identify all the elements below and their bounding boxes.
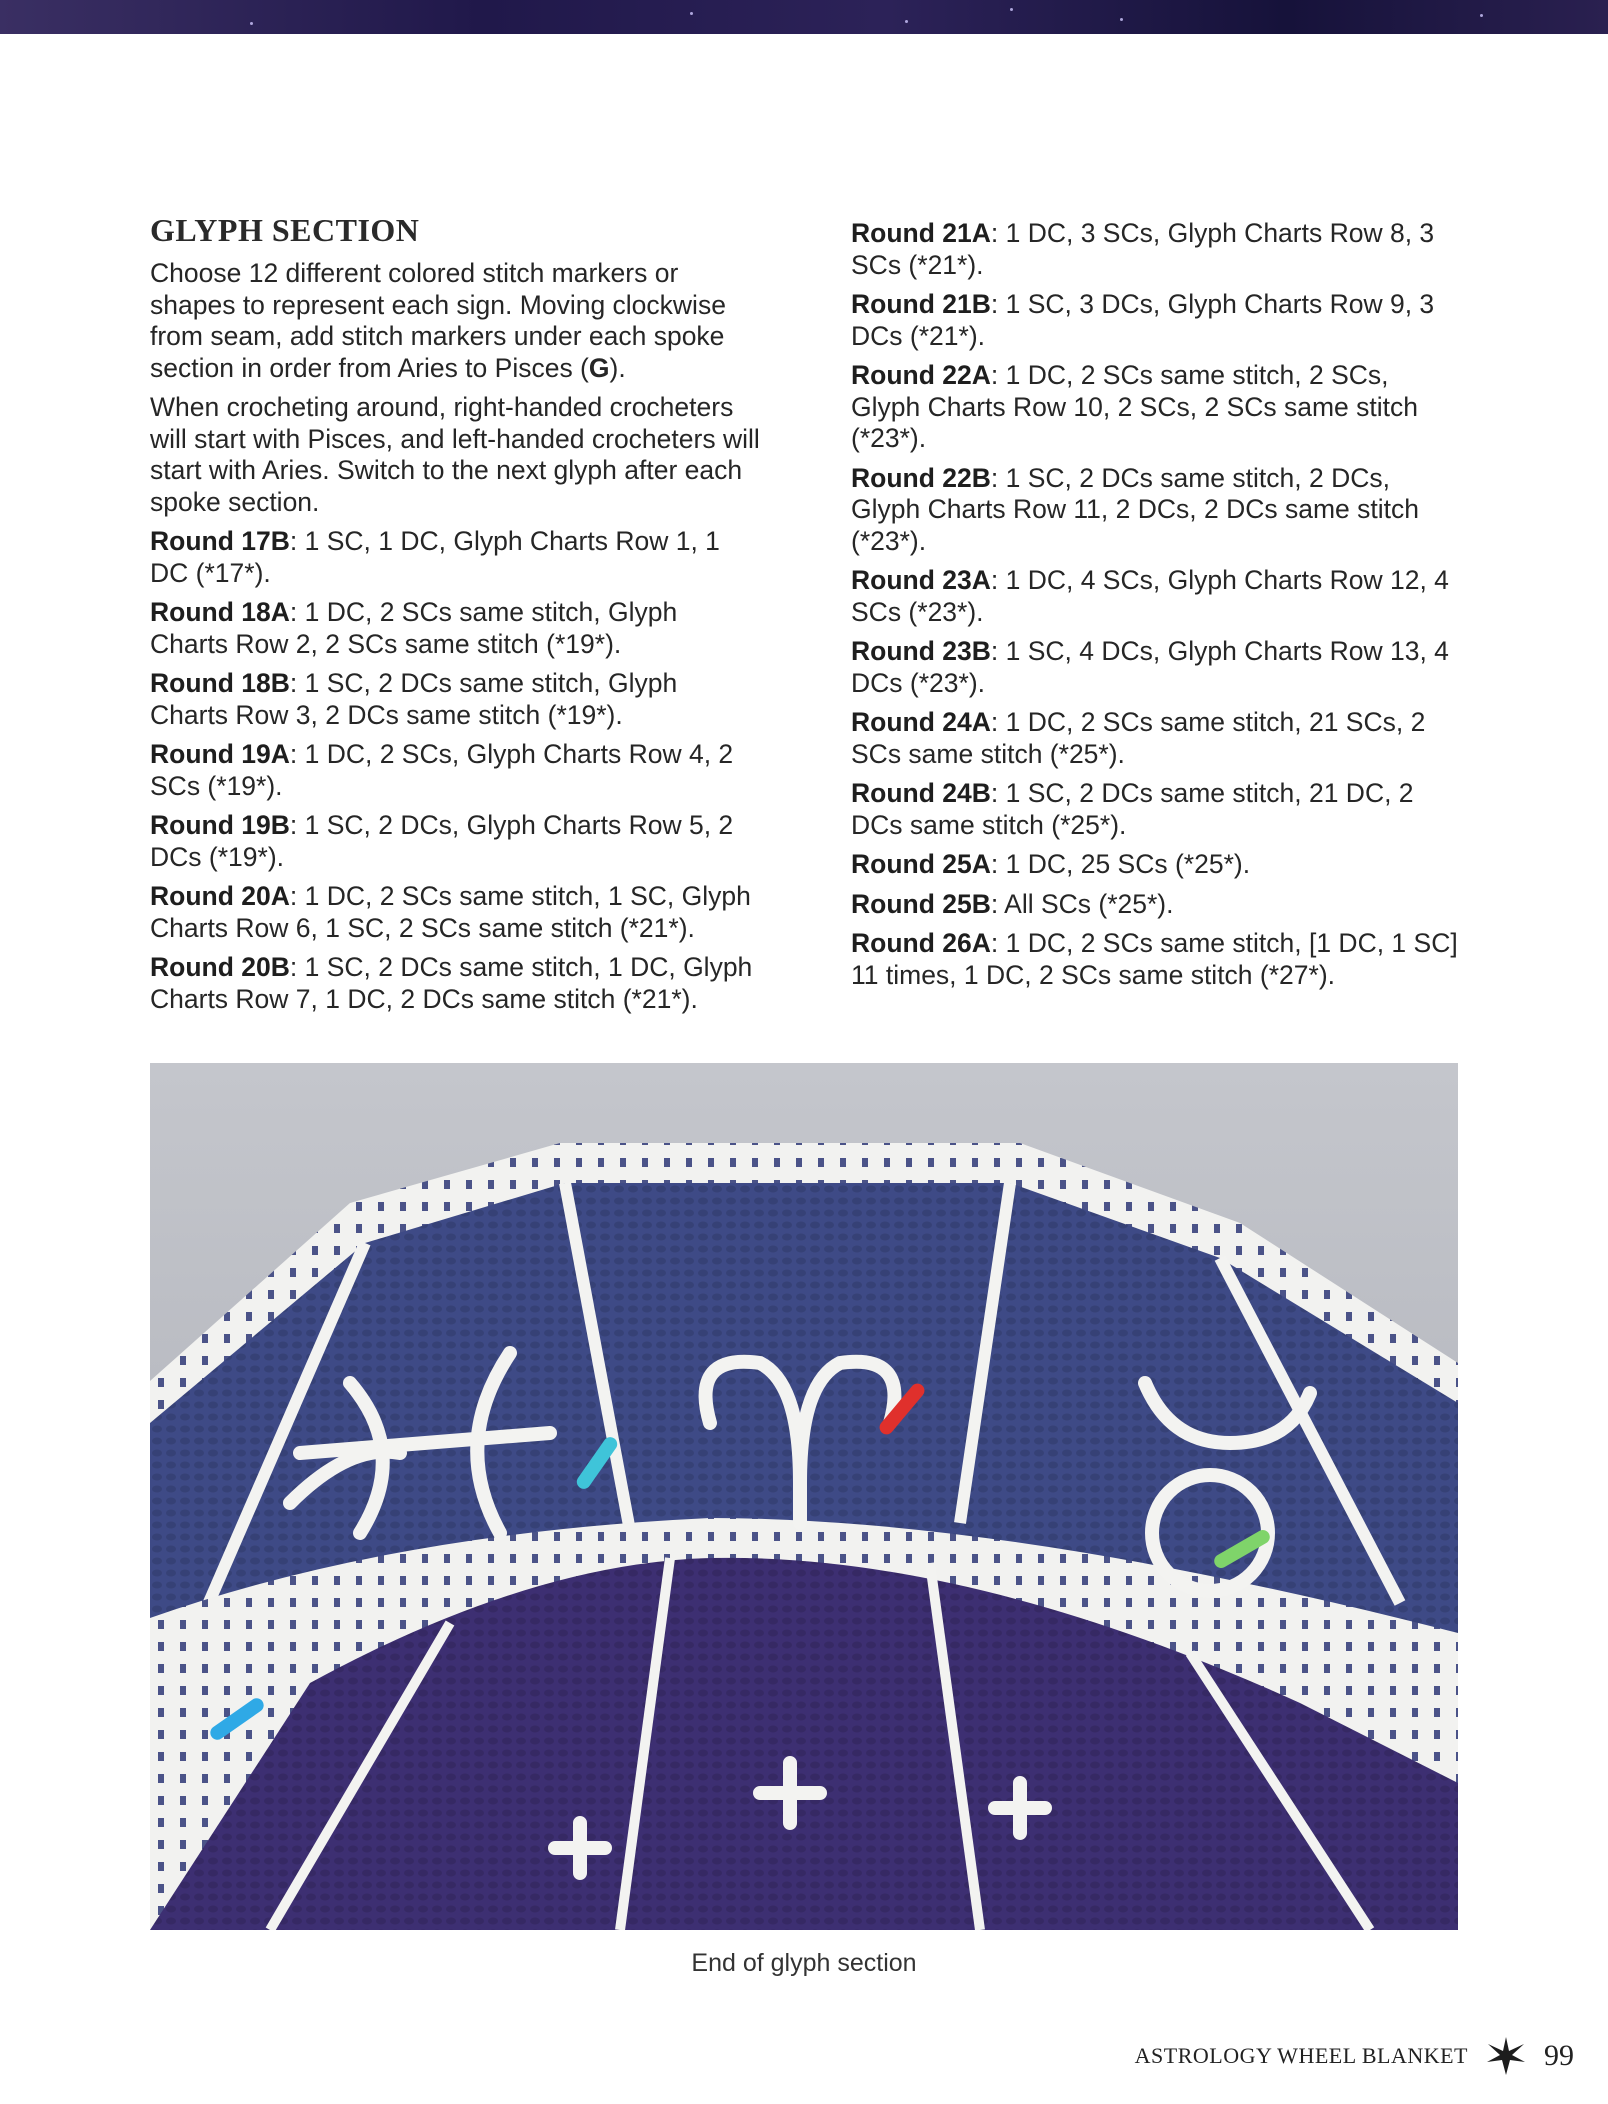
star-dot — [690, 12, 693, 15]
round-instruction — [851, 778, 1463, 841]
round-label: Round 26A — [851, 928, 991, 958]
round-text: : 1 SC, 4 DCs, Glyph Charts Row 13, 4 DCs (*23*). — [851, 636, 1449, 698]
section-title: GLYPH SECTION — [150, 212, 420, 248]
round-instruction — [851, 889, 1463, 921]
round-label: Round 23B — [851, 636, 991, 666]
intro-text: Choose 12 different colored stitch markers or shapes to represent each sign. Moving clockwise from seam, add stitch markers under each spoke section in order from Aries to Pisces ( — [150, 258, 726, 383]
left-column — [150, 210, 762, 1023]
round-text: : 1 DC, 4 SCs, Glyph Charts Row 12, 4 SCs (*23*). — [851, 565, 1449, 627]
intro-text-end: ). — [609, 352, 626, 383]
sparkle-star-icon — [1486, 2036, 1526, 2076]
round-label: Round 24A — [851, 707, 991, 737]
round-label: Round 25A — [851, 849, 991, 879]
round-text: : 1 SC, 2 DCs, Glyph Charts Row 5, 2 DCs (*19*). — [150, 810, 734, 872]
round-text: : 1 DC, 2 SCs same stitch, 1 SC, Glyph Charts Row 6, 1 SC, 2 SCs same stitch (*21*). — [150, 881, 751, 943]
round-instruction — [150, 597, 762, 660]
star-dot — [1120, 18, 1123, 21]
round-instruction — [851, 360, 1463, 455]
intro-paragraph-1 — [150, 258, 762, 384]
round-text: : 1 DC, 2 SCs same stitch, [1 DC, 1 SC] 11 times, 1 DC, 2 SCs same stitch (*27*). — [851, 928, 1458, 990]
round-list-left — [150, 526, 762, 1015]
round-text: : 1 DC, 2 SCs same stitch, 21 SCs, 2 SCs same stitch (*25*). — [851, 707, 1426, 769]
right-column — [851, 218, 1463, 999]
round-instruction — [150, 881, 762, 944]
round-text: : 1 SC, 2 DCs same stitch, 1 DC, Glyph Charts Row 7, 1 DC, 2 DCs same stitch (*21*). — [150, 952, 753, 1014]
round-instruction — [851, 928, 1463, 991]
blanket-photo — [150, 1063, 1458, 1930]
round-label: Round 21B — [851, 289, 991, 319]
round-label: Round 20B — [150, 952, 290, 982]
round-label: Round 25B — [851, 888, 991, 919]
round-label: Round 20A — [150, 881, 290, 911]
round-label: Round 24B — [851, 778, 991, 808]
round-instruction — [851, 218, 1463, 281]
round-text: : 1 DC, 3 SCs, Glyph Charts Row 8, 3 SCs (*21*). — [851, 218, 1435, 280]
round-label: Round 19B — [150, 810, 290, 840]
round-instruction — [851, 636, 1463, 699]
round-instruction — [851, 289, 1463, 352]
round-instruction — [851, 565, 1463, 628]
star-dot — [905, 20, 908, 23]
round-text: : 1 SC, 2 DCs same stitch, 2 DCs, Glyph Charts Row 11, 2 DCs, 2 DCs same stitch (*23*). — [851, 462, 1419, 556]
round-label: Round 22B — [851, 462, 991, 493]
round-list-right — [851, 218, 1463, 991]
round-instruction — [150, 668, 762, 731]
round-text: : 1 SC, 1 DC, Glyph Charts Row 1, 1 DC (*17*). — [150, 526, 720, 588]
round-label: Round 22A — [851, 360, 991, 390]
round-text: : 1 SC, 2 DCs same stitch, Glyph Charts Row 3, 2 DCs same stitch (*19*). — [150, 668, 678, 730]
photo-caption: End of glyph section — [691, 1949, 917, 1977]
round-label: Round 19A — [150, 739, 290, 769]
page-footer — [1135, 2036, 1574, 2076]
round-instruction — [150, 810, 762, 873]
figure-ref: G — [588, 352, 610, 383]
round-instruction — [150, 952, 762, 1015]
book-title: ASTROLOGY WHEEL BLANKET — [1134, 2043, 1468, 2068]
header-band — [0, 0, 1608, 34]
crochet-wheel-illustration — [150, 1063, 1458, 1930]
round-text: : 1 SC, 3 DCs, Glyph Charts Row 9, 3 DCs (*21*). — [851, 289, 1435, 351]
round-text: : 1 DC, 25 SCs (*25*). — [990, 849, 1251, 879]
page-number: 99 — [1544, 2039, 1574, 2072]
star-dot — [1010, 8, 1013, 11]
round-instruction — [851, 849, 1463, 881]
round-text: : 1 SC, 2 DCs same stitch, 21 DC, 2 DCs same stitch (*25*). — [851, 778, 1414, 840]
round-instruction — [150, 739, 762, 802]
star-dot — [250, 22, 253, 25]
round-label: Round 18B — [150, 668, 290, 698]
round-label: Round 17B — [150, 526, 290, 556]
round-text: : All SCs (*25*). — [990, 888, 1174, 919]
intro-paragraph-2: When crocheting around, right-handed crocheters will start with Pisces, and left-handed crocheters will start with Aries. Switch to the next glyph after each spoke section. — [150, 392, 760, 517]
round-label: Round 18A — [150, 597, 290, 627]
star-dot — [1480, 14, 1483, 17]
round-label: Round 23A — [851, 565, 991, 595]
round-instruction — [851, 707, 1463, 770]
round-instruction — [851, 463, 1463, 558]
round-label: Round 21A — [851, 218, 991, 248]
round-instruction — [150, 526, 762, 589]
round-text: : 1 DC, 2 SCs same stitch, Glyph Charts Row 2, 2 SCs same stitch (*19*). — [150, 597, 678, 659]
round-text: : 1 DC, 2 SCs, Glyph Charts Row 4, 2 SCs (*19*). — [150, 739, 734, 801]
round-text: : 1 DC, 2 SCs same stitch, 2 SCs, Glyph Charts Row 10, 2 SCs, 2 SCs same stitch (*23*). — [851, 360, 1419, 453]
